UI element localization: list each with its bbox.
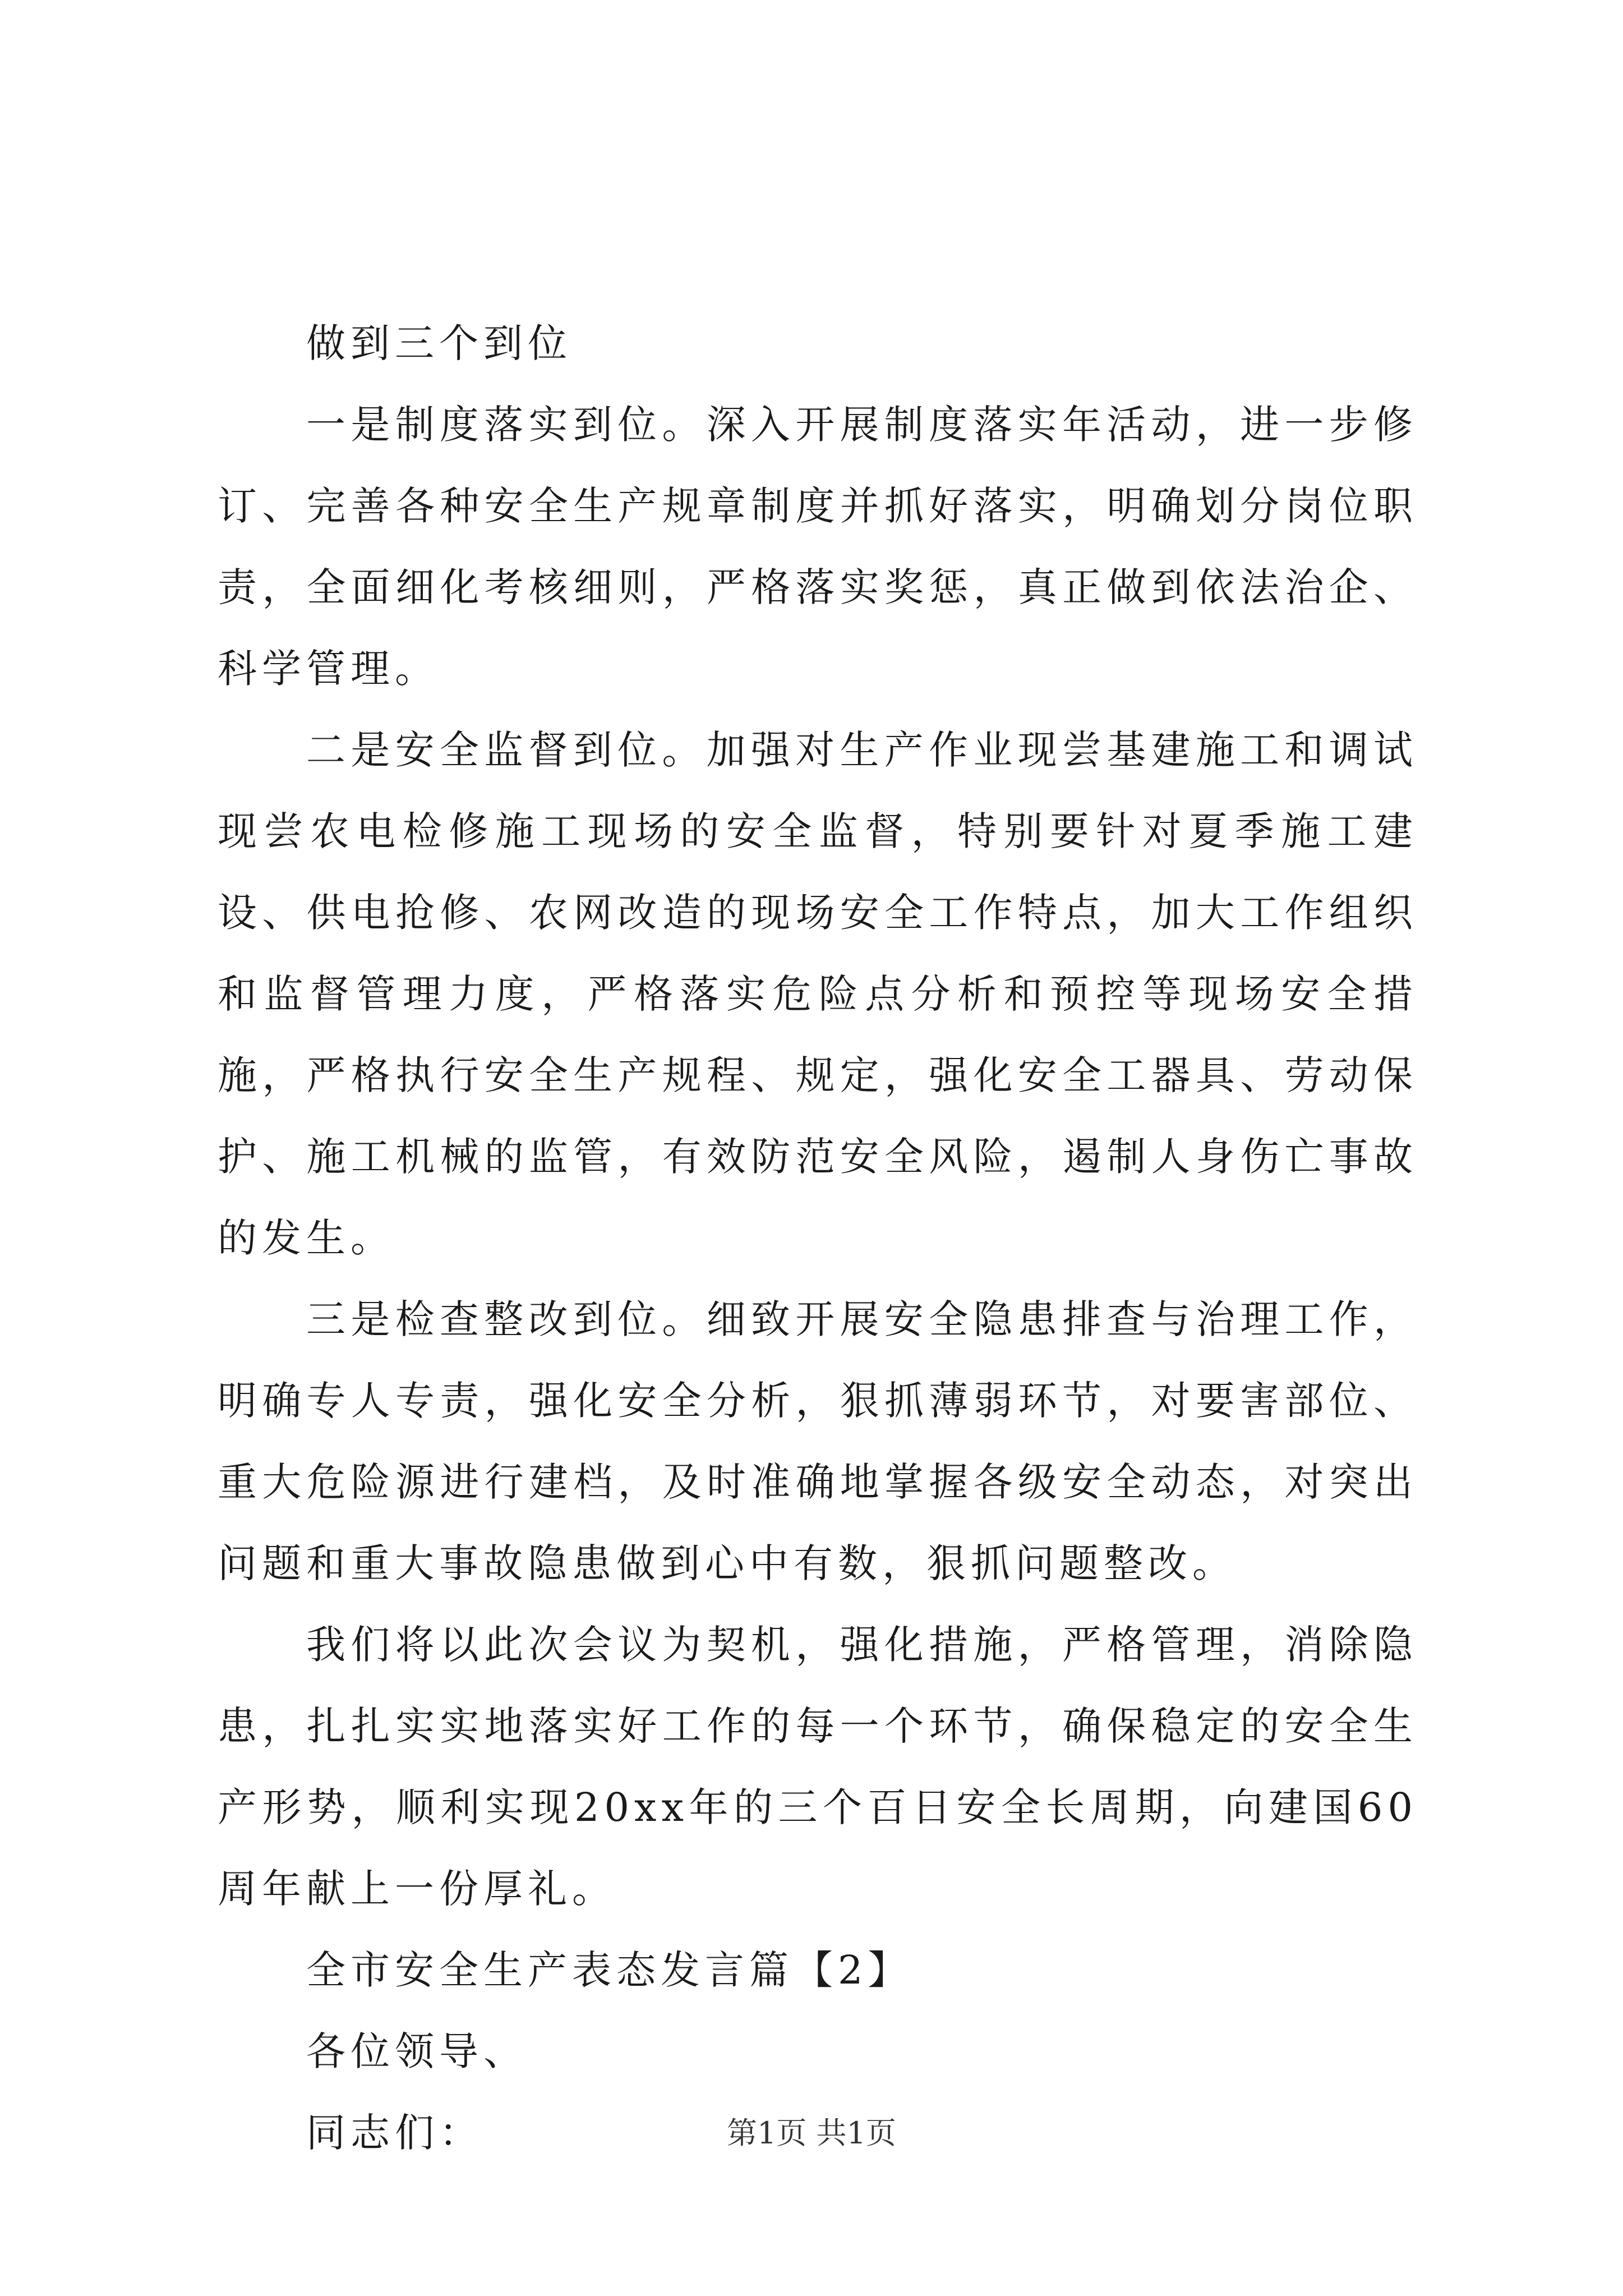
salutation-comrades: 同志们： [306, 2110, 483, 2156]
paragraph-heading-three-in-place: 做到三个到位 [306, 320, 572, 366]
page-footer: 第1页 共1页 [727, 2115, 896, 2151]
paragraph-conclusion: 我们将以此次会议为契机，强化措施，严格管理，消除隐患，扎扎实实地落实好工作的每一个环节，确保稳定的安全生产形势，顺利实现20xx年的三个百日安全长周期，向建国60周年献上一份厚礼。 [218, 1622, 1418, 1912]
salutation-leaders: 各位领导、 [306, 2028, 528, 2074]
section-title: 全市安全生产表态发言篇【2】 [306, 1947, 912, 1993]
document-body [218, 303, 1418, 2174]
paragraph-inspection-rectification: 三是检查整改到位。细致开展安全隐患排查与治理工作，明确专人专责，强化安全分析，狠抓薄弱环节，对要害部位、重大危险源进行建档，及时准确地掌握各级安全动态，对突出问题和重大事故隐患做到心中有数，狠抓问题整改。 [218, 1296, 1418, 1586]
paragraph-system-implementation: 一是制度落实到位。深入开展制度落实年活动，进一步修订、完善各种安全生产规章制度并抓好落实，明确划分岗位职责，全面细化考核细则，严格落实奖惩，真正做到依法治企、科学管理。 [218, 402, 1418, 692]
paragraph-safety-supervision: 二是安全监督到位。加强对生产作业现尝基建施工和调试现尝农电检修施工现场的安全监督，特别要针对夏季施工建设、供电抢修、农网改造的现场安全工作特点，加大工作组织和监督管理力度，严格落实危险点分析和预控等现场安全措施，严格执行安全生产规程、规定，强化安全工器具、劳动保护、施工机械的监管，有效防范安全风险，遏制人身伤亡事故的发生。 [218, 727, 1418, 1261]
